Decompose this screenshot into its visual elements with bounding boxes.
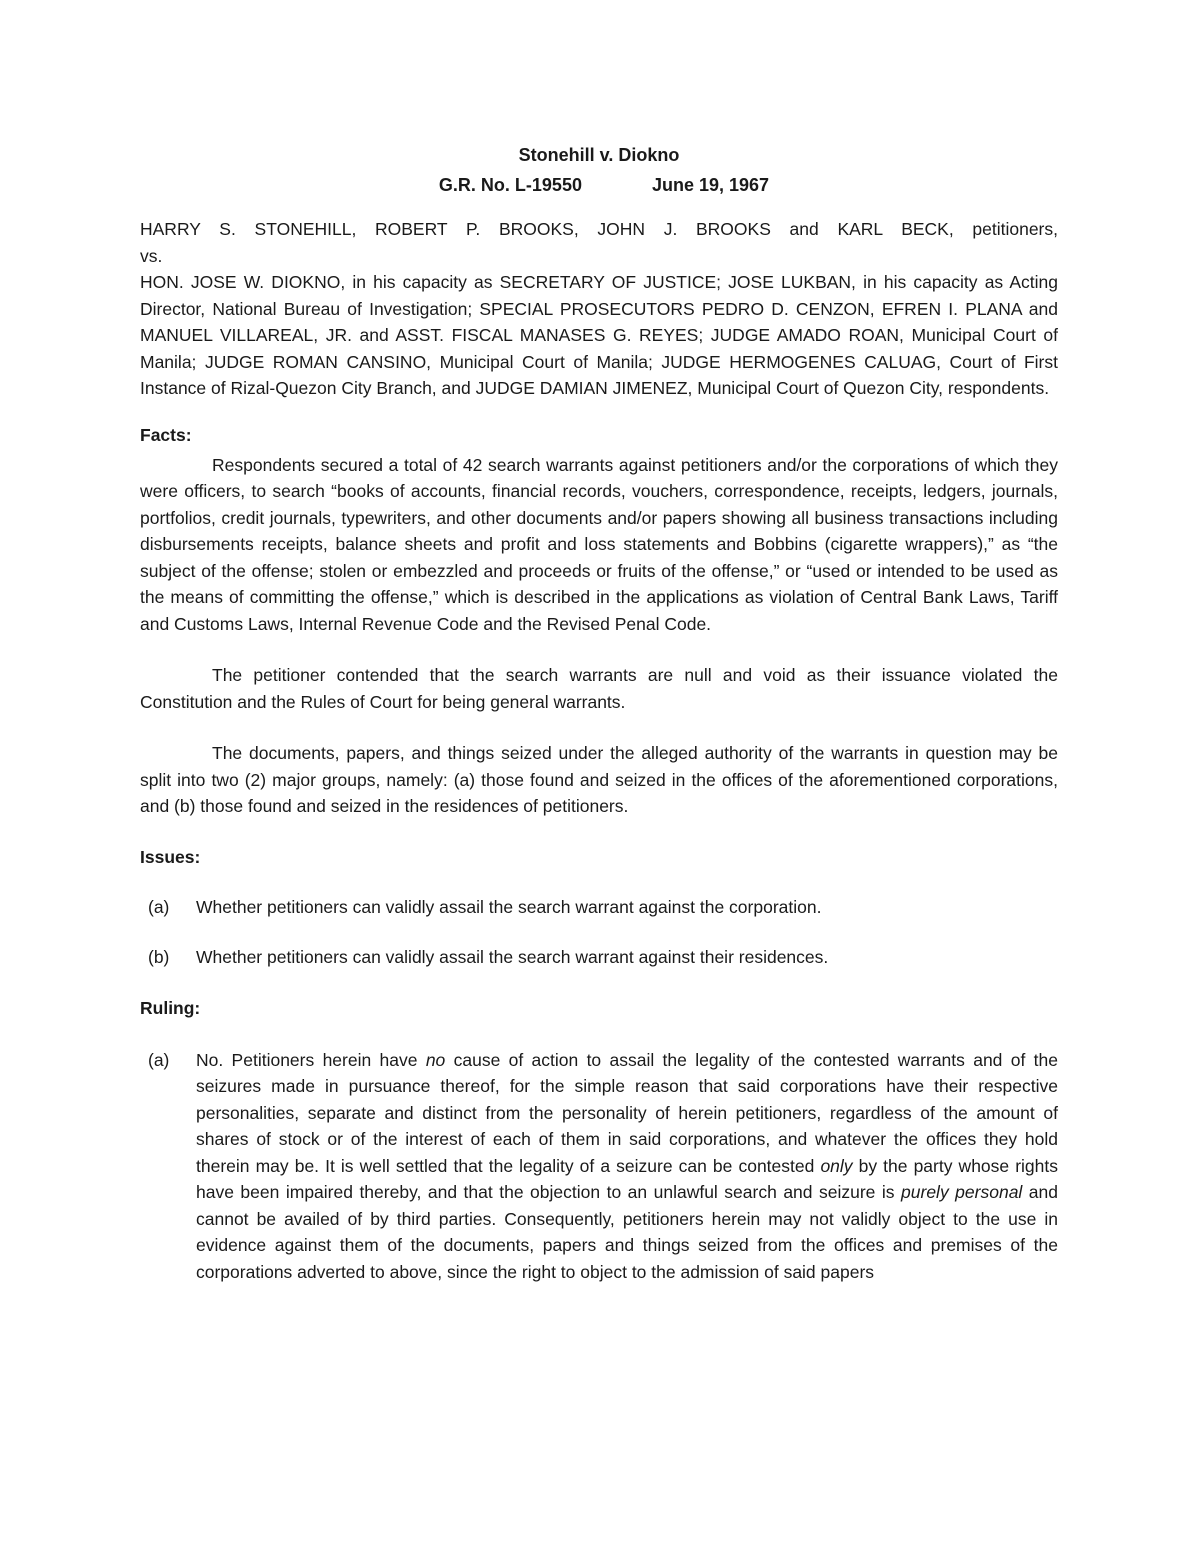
issue-text: Whether petitioners can validly assail the search warrant against their residences. [196,947,829,967]
ruling-text-segment: cause of action to assail the legality of the contested warrants and of the seizures made in pursuance thereof, for the simple reason that said corporations have their respective personalities, separate and distinct from the personality of herein petitioners, regardless of the amount of shares of stock or of the interest of each of them in said corporations, and whatever the offices they hold therein may be. It is well settled that the legality of a seizure can be contested [196,1049,1058,1176]
facts-heading: Facts: [140,424,192,445]
ruling-text-segment: No. Petitioners herein have [196,1049,426,1070]
ruling-emphasis: only [820,1155,853,1176]
ruling-emphasis: purely personal [901,1182,1023,1202]
issues-heading: Issues: [140,846,201,867]
facts-paragraph-3: The documents, papers, and things seized under the alleged authority of the warrants in question may be split into two (2) major groups, namely: (a) those found and seized in the offices of the aforementioned corporations, and (b) those found and seized in the residences of petitioners. [140,743,1058,816]
ruling-heading: Ruling: [140,997,201,1018]
issue-label: (a) [148,896,170,917]
versus-line: vs. [140,245,163,266]
issue-label: (b) [148,947,170,967]
issue-text: Whether petitioners can validly assail the search warrant against the corporation. [196,896,822,917]
ruling-text [196,1047,1058,1286]
ruling-item [140,1047,1058,1286]
issue-item [140,944,1058,971]
facts-paragraph-2: The petitioner contended that the search warrants are null and void as their issuance violated the Constitution and the Rules of Court for being general warrants. [140,665,1058,712]
ruling-text-segment: by the party whose rights have been impaired thereby, and that the objection to an unlawful search and seizure is [196,1155,1059,1202]
parties-block [140,216,1058,402]
facts-paragraph-1: Respondents secured a total of 42 search warrants against petitioners and/or the corporations of which they were officers, to search “books of accounts, financial records, vouchers, correspondence, receipts, ledgers, journals, portfolios, credit journals, typewriters, and other documents and/or papers showing all business transactions including disbursements receipts, balance sheets and profit and loss statements and Bobbins (cigarette wrappers),” as “the subject of the offense; stolen or embezzled and proceeds or fruits of the offense,” or “used or intended to be used as the means of committing the offense,” which is described in the applications as violation of Central Bank Laws, Tariff and Customs Laws, Internal Revenue Code and the Revised Penal Code. [140,454,1058,634]
case-number-line [150,170,1058,200]
ruling-text-segment: and cannot be availed of by third parties. Consequently, petitioners herein may not validly object to the use in evidence against them of the documents, papers and things seized from the offices and premises of the corporations adverted to above, since the right to object to the admission of said papers [196,1182,1058,1282]
ruling-label: (a) [148,1049,170,1070]
petitioners-line: HARRY S. STONEHILL, ROBERT P. BROOKS, JOHN J. BROOKS and KARL BECK, petitioners, [140,219,1058,239]
respondents-paragraph: HON. JOSE W. DIOKNO, in his capacity as SECRETARY OF JUSTICE; JOSE LUKBAN, in his capacity as Acting Director, National Bureau of Investigation; SPECIAL PROSECUTORS PEDRO D. CENZON, EFREN I. PLANA and MANUEL VILLAREAL, JR. and ASST. FISCAL MANASES G. REYES; JUDGE AMADO ROAN, Municipal Court of Manila; JUDGE ROMAN CANSINO, Municipal Court of Manila; JUDGE HERMOGENES CALUAG, Court of First Instance of Rizal-Quezon City Branch, and JUDGE DAMIAN JIMENEZ, Municipal Court of Quezon City, respondents. [140,272,1058,398]
document-body [140,140,1058,1285]
gr-number: G.R. No. L-19550 [438,175,582,195]
ruling-emphasis: no [425,1049,446,1070]
issue-item [140,894,1058,921]
decision-date: June 19, 1967 [651,175,770,195]
case-title: Stonehill v. Diokno [518,145,680,165]
